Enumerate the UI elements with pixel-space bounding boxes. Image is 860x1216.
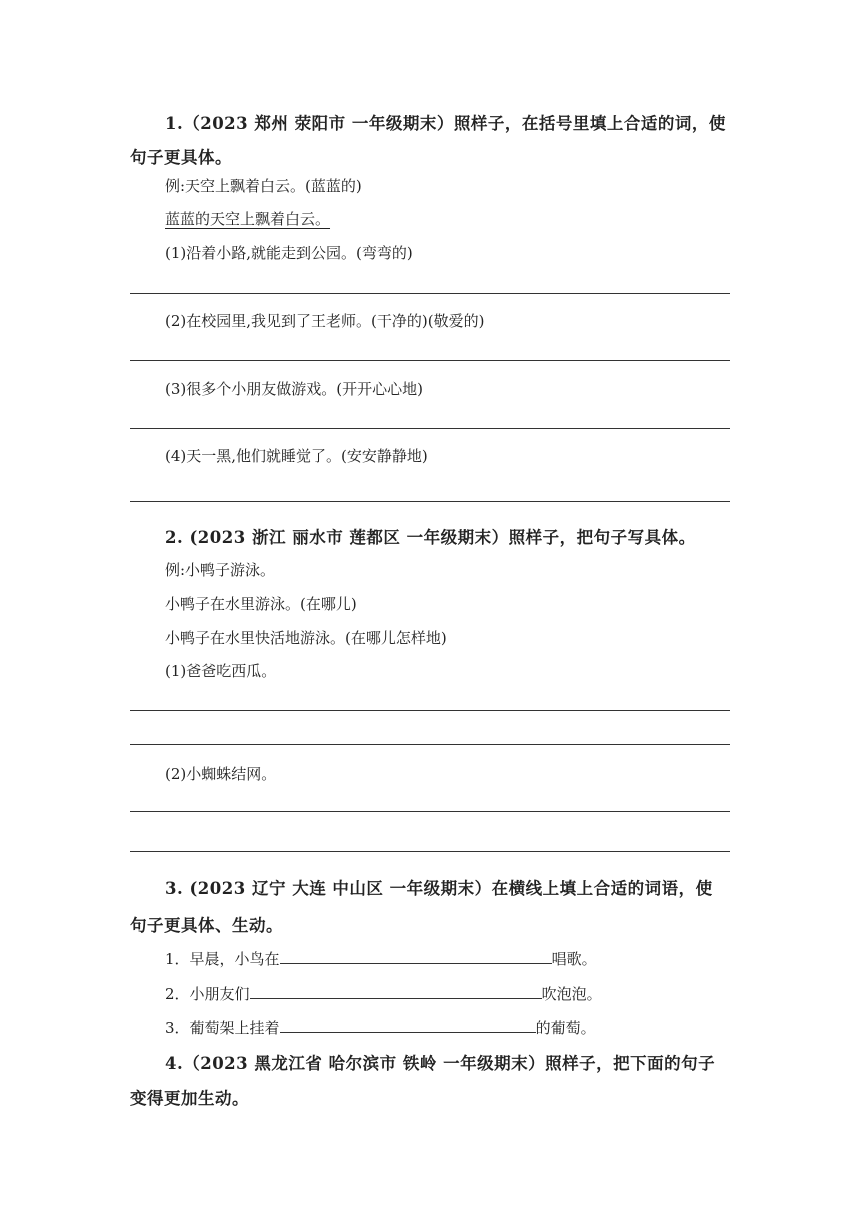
q3-item-number: 1． <box>165 950 190 968</box>
q1-example: 例:天空上飘着白云。(蓝蓝的) <box>165 177 362 195</box>
q3-item-suffix: 唱歌。 <box>551 950 597 968</box>
q2-heading: 2. (2023 浙江 丽水市 莲都区 一年级期末）照样子，把句子写具体。 <box>165 528 696 547</box>
answer-line <box>130 501 730 502</box>
q1-heading: 1.（2023 郑州 荥阳市 一年级期末）照样子，在括号里填上合适的词，使 <box>165 114 726 133</box>
q1-item-4: (4)天一黑,他们就睡觉了。(安安静静地) <box>165 447 428 465</box>
answer-line <box>130 360 730 361</box>
q1-item-2: (2)在校园里,我见到了王老师。(干净的)(敬爱的) <box>165 312 485 330</box>
answer-line <box>130 744 730 745</box>
answer-line <box>130 811 730 812</box>
q3-item-prefix: 小朋友们 <box>189 985 250 1003</box>
answer-line <box>130 428 730 429</box>
q3-item-1 <box>165 948 597 969</box>
q3-item-number: 3． <box>165 1019 190 1037</box>
q4-heading: 4.（2023 黑龙江省 哈尔滨市 铁岭 一年级期末）照样子，把下面的句子 <box>165 1054 716 1073</box>
q4-heading-cont: 变得更加生动。 <box>130 1089 249 1108</box>
q2-example-2: 小鸭子在水里快活地游泳。(在哪儿怎样地) <box>165 629 447 647</box>
q3-heading: 3. (2023 辽宁 大连 中山区 一年级期末）在横线上填上合适的词语，使 <box>165 879 713 898</box>
q3-item-prefix: 葡萄架上挂着 <box>189 1019 280 1037</box>
q1-heading-cont: 句子更具体。 <box>130 148 232 167</box>
answer-line <box>130 293 730 294</box>
q2-example-1: 小鸭子在水里游泳。(在哪儿) <box>165 595 357 613</box>
q3-item-suffix: 吹泡泡。 <box>541 985 602 1003</box>
q3-item-3 <box>165 1017 596 1038</box>
q2-example: 例:小鸭子游泳。 <box>165 561 276 579</box>
q3-item-2 <box>165 983 602 1004</box>
q3-item-prefix: 早晨，小鸟在 <box>189 950 280 968</box>
q1-item-3: (3)很多个小朋友做游戏。(开开心心地) <box>165 380 423 398</box>
q1-item-1: (1)沿着小路,就能走到公园。(弯弯的) <box>165 244 413 262</box>
fill-blank[interactable] <box>280 949 552 964</box>
q2-item-1: (1)爸爸吃西瓜。 <box>165 662 277 680</box>
q3-item-suffix: 的葡萄。 <box>535 1019 596 1037</box>
q2-item-2: (2)小蜘蛛结网。 <box>165 765 277 783</box>
answer-line <box>130 851 730 852</box>
answer-line <box>130 710 730 711</box>
q3-heading-cont: 句子更具体、生动。 <box>130 916 283 935</box>
fill-blank[interactable] <box>280 1018 536 1033</box>
q1-example-answer: 蓝蓝的天空上飘着白云。 <box>165 210 331 228</box>
fill-blank[interactable] <box>250 984 542 999</box>
q3-item-number: 2． <box>165 985 190 1003</box>
